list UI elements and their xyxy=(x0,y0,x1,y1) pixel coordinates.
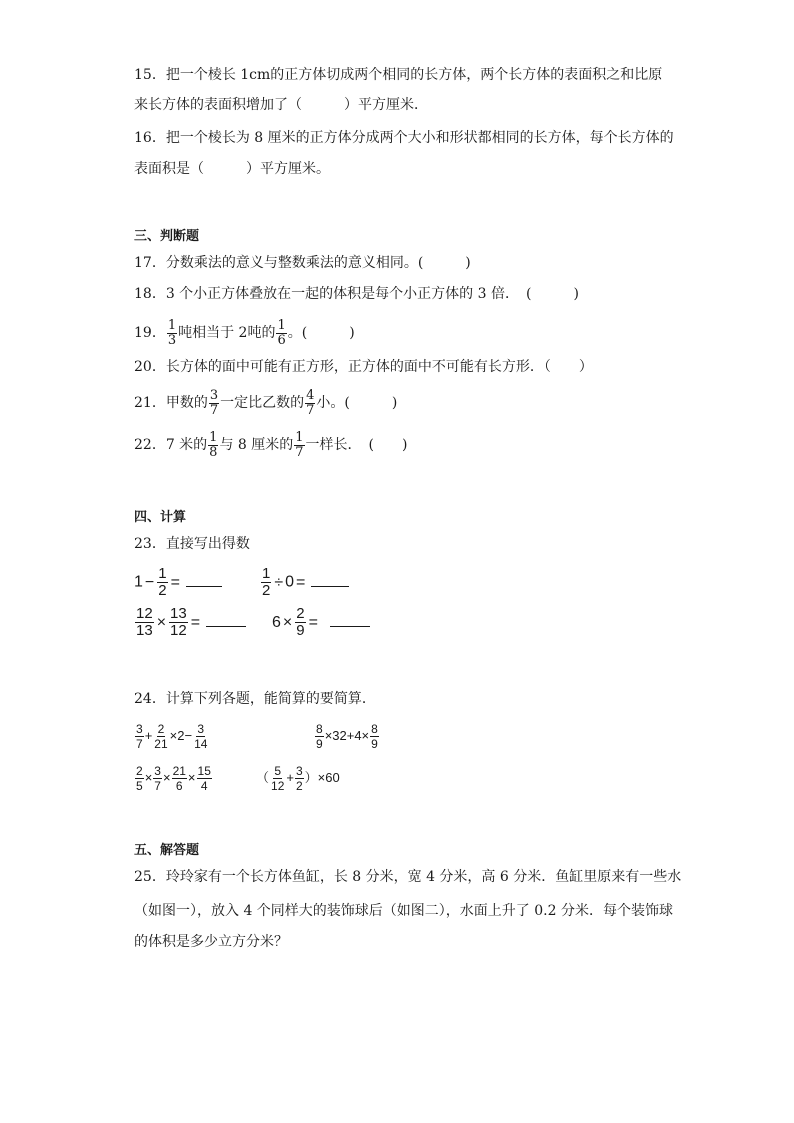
calc-expression-4: 6 × $\frac{2}{9}$ = xyxy=(272,606,370,640)
question-23-title: 23．直接写出得数 xyxy=(134,536,250,552)
section-4-title: 四、计算 xyxy=(134,510,187,525)
answer-blank[interactable] xyxy=(311,574,349,587)
calc-expression-2: $\frac{1}{2}$ ÷ 0 = xyxy=(260,566,349,599)
question-25-line2: （如图一），放入 4 个同样大的装饰球后（如图二），水面上升了 0.2 分米．每个装饰球 xyxy=(134,903,673,919)
question-19-text: 吨相当于 2吨的 xyxy=(178,325,276,341)
question-15-line2: 来长方体的表面积增加了（ ）平方厘米． xyxy=(134,97,428,113)
question-25-line1: 25．玲玲家有一个长方体鱼缸，长 8 分米，宽 4 分米，高 6 分米．鱼缸里原来有一些水 xyxy=(134,869,682,885)
fraction: $\frac{3}{7}$ xyxy=(209,387,219,418)
calc-expression-6: $\frac{8}{9}$ ×32+4× $\frac{8}{9}$ xyxy=(316,722,378,752)
calc-expression-8: （ $\frac{5}{12}$ + $\frac{3}{2}$ ）×60 xyxy=(256,764,340,794)
fraction: $\frac{1}{6}$ xyxy=(277,317,286,348)
question-19-answer-bracket: 。( ) xyxy=(287,325,355,341)
answer-blank[interactable] xyxy=(206,614,246,627)
question-20: 20．长方体的面中可能有正方形，正方体的面中不可能有长方形．（ ） xyxy=(134,359,593,375)
fraction: $\frac{4}{7}$ xyxy=(306,387,315,418)
section-3-title: 三、判断题 xyxy=(134,229,200,244)
question-19 xyxy=(134,318,355,348)
section-5-title: 五、解答题 xyxy=(134,843,200,858)
question-18: 18．3 个小正方体叠放在一起的体积是每个小正方体的 3 倍． ( ) xyxy=(134,286,579,302)
calc-expression-1: 1 − $\frac{1}{2}$ = xyxy=(134,566,222,599)
calc-expression-5: $\frac{3}{7}$ + $\frac{2}{21}$ ×2− $\frac{3}{14}$ xyxy=(136,722,208,752)
fraction: $\frac{1}{8}$ xyxy=(209,429,218,460)
question-25-line3: 的体积是多少立方分米？ xyxy=(134,934,288,950)
question-24-title: 24．计算下列各题，能简算的要简算． xyxy=(134,691,376,707)
question-15-line1: 15．把一个棱长 1cm的正方体切成两个相同的长方体，两个长方体的表面积之和比原 xyxy=(134,67,663,83)
fraction: $\frac{1}{7}$ xyxy=(295,429,304,460)
answer-blank[interactable] xyxy=(186,574,222,587)
question-16-line2: 表面积是（ ）平方厘米。 xyxy=(134,161,330,177)
question-21: 21．甲数的 $\frac{3}{7}$ 一定比乙数的 $\frac{4}{7}$ 小。( ) xyxy=(134,387,398,418)
question-16-line1: 16．把一个棱长为 8 厘米的正方体分成两个大小和形状都相同的长方体，每个长方体的 xyxy=(134,130,674,146)
question-22: 22．7 米的 $\frac{1}{8}$ 与 8 厘米的 $\frac{1}{7}$ 一样长． ( ) xyxy=(134,429,408,460)
question-17: 17．分数乘法的意义与整数乘法的意义相同。( ) xyxy=(134,255,471,271)
question-19-number: 19． xyxy=(134,325,166,341)
calc-expression-7: $\frac{2}{5}$ × $\frac{3}{7}$ × $\frac{21}{6}$ × $\frac{15}{4}$ xyxy=(136,764,211,794)
fraction: $\frac{1}{3}$ xyxy=(167,317,177,348)
calc-expression-3: $\frac{12}{13}$ × $\frac{13}{12}$ = xyxy=(134,606,246,640)
answer-blank[interactable] xyxy=(330,614,370,627)
